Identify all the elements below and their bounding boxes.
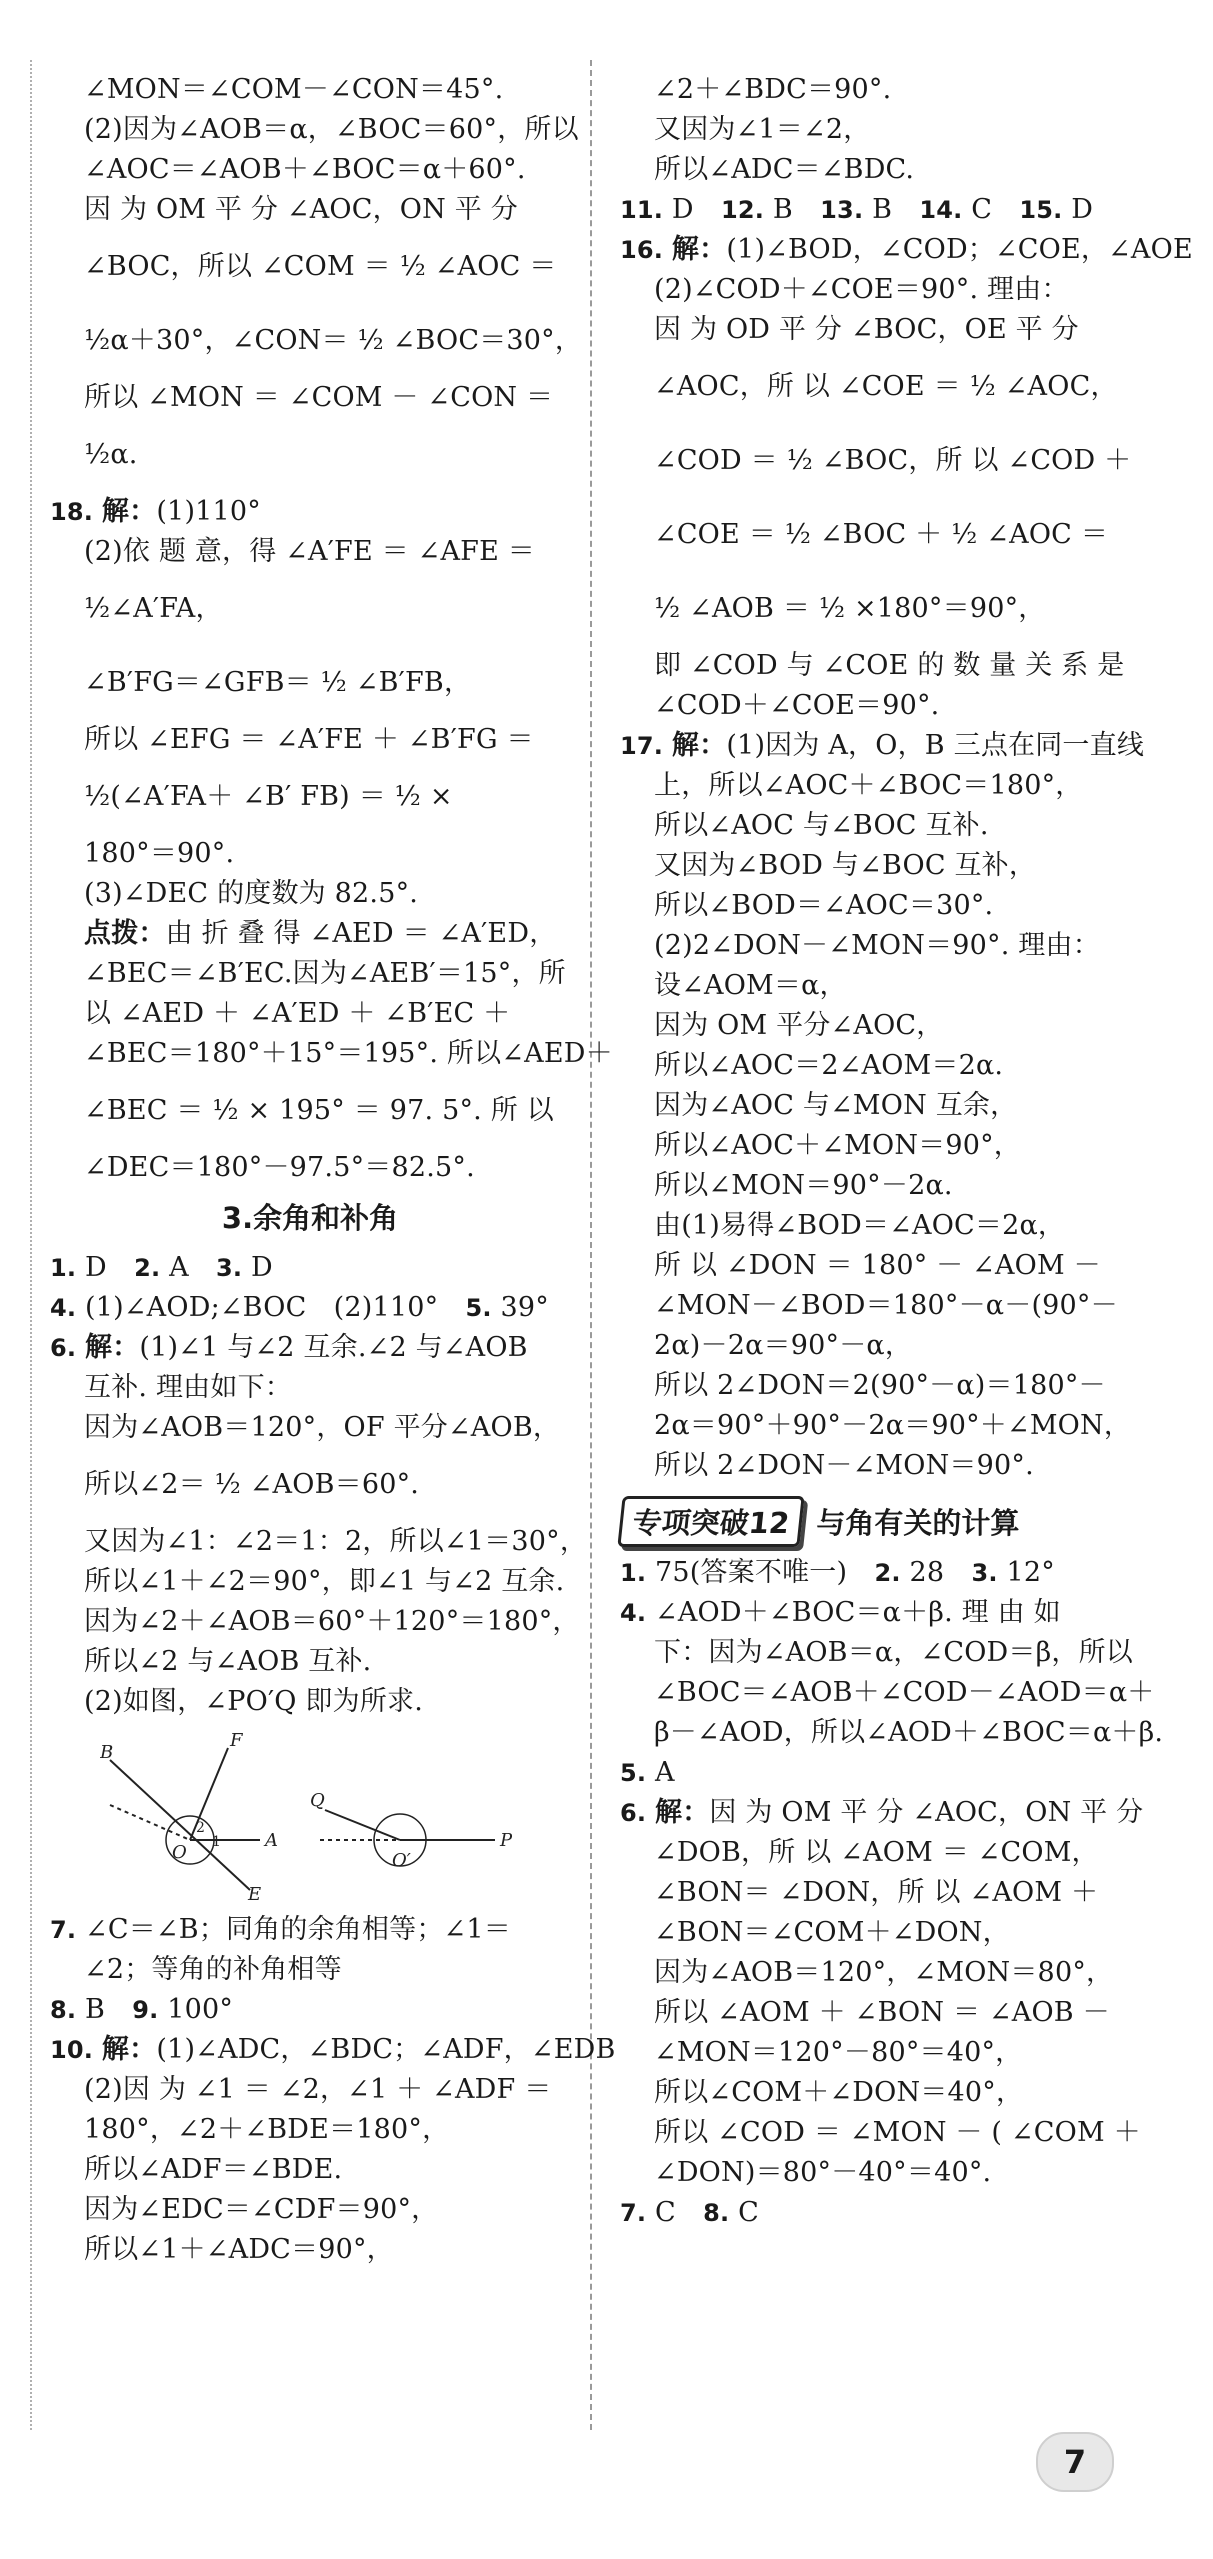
question-number: 6.: [620, 1799, 647, 1827]
answer-line: [620, 1086, 1140, 1126]
right-answers: [620, 70, 1193, 1486]
answer-line: [620, 1873, 1140, 1913]
answer-text: 所以∠AOC＋∠MON＝90°，: [654, 1130, 1022, 1161]
answer-text: 因为∠AOB＝120°，OF 平分∠AOB，: [84, 1412, 561, 1443]
answer-line: [50, 1408, 570, 1448]
question-number: 8.: [703, 2199, 730, 2227]
question-number: 9.: [132, 1996, 159, 2024]
answer-text: 28: [909, 1557, 972, 1588]
answer-line: [620, 1713, 1164, 1753]
solution-label: 解：: [671, 730, 727, 761]
answer-line: [620, 190, 1140, 230]
question-number: 18.: [50, 498, 94, 526]
answer-line: [50, 1990, 570, 2030]
answer-line: [50, 1682, 570, 1722]
answer-text: 所以∠AOC＝2∠AOM＝2α.: [654, 1050, 1004, 1081]
right-column: [620, 70, 1193, 2233]
answer-text: 39°: [500, 1292, 549, 1323]
answer-text: 互补. 理由如下：: [84, 1372, 292, 1403]
ray-ob: [110, 1760, 250, 1890]
answer-line: [50, 2070, 570, 2110]
answer-line: [50, 2030, 616, 2070]
answer-line: [50, 1950, 570, 1990]
answer-line: [50, 1602, 580, 1642]
answer-line: [50, 1368, 570, 1408]
answer-text: D: [1071, 194, 1094, 225]
question-number: 3.: [216, 1254, 243, 1282]
answer-line: [50, 230, 570, 304]
answer-text: (1)∠ADC，∠BDC；∠ADF，∠EDB: [156, 2034, 616, 2065]
page-number: 7: [1036, 2432, 1114, 2492]
question-number: 7.: [620, 2199, 647, 2227]
answer-text: 所以 ∠AOM ＋ ∠BON ＝ ∠AOB －: [654, 1997, 1110, 2028]
label-f: F: [230, 1730, 243, 1751]
answer-line: [50, 1448, 570, 1522]
answer-text: 所以∠AOC 与∠BOC 互补.: [654, 810, 989, 841]
answer-line: [620, 1406, 1140, 1446]
answer-text: 下：因为∠AOB＝α，∠COD＝β，所以: [654, 1637, 1134, 1668]
solution-label: 解：: [101, 496, 157, 527]
answer-line: [50, 1562, 570, 1602]
answer-text: 由(1)易得∠BOD＝∠AOC＝2α，: [654, 1210, 1066, 1241]
answer-line: [620, 270, 1140, 310]
answer-text: (1)因为 A，O，B 三点在同一直线: [726, 730, 1145, 761]
answer-line: [620, 766, 1140, 806]
answer-text: 所 以 ∠DON ＝ 180° － ∠AOM －: [654, 1250, 1101, 1281]
answer-line: [50, 1328, 570, 1368]
question-number: 16.: [620, 236, 664, 264]
answer-line: [620, 1593, 1140, 1633]
ray-oq: [325, 1810, 400, 1840]
answer-line: [50, 2230, 570, 2270]
answer-text: 所以 ∠EFG ＝ ∠A′FE ＋ ∠B′FG ＝: [84, 724, 534, 755]
answer-text: 因 为 OM 平 分 ∠AOC，ON 平 分: [84, 194, 518, 225]
answer-line: [50, 2190, 570, 2230]
answer-text: (1)110°: [156, 496, 262, 527]
answer-line: [50, 1148, 570, 1188]
answer-line: [620, 1206, 1140, 1246]
answer-line: [50, 1642, 570, 1682]
label-p: P: [500, 1830, 513, 1851]
answer-text: 上，所以∠AOC＋∠BOC＝180°，: [654, 770, 1083, 801]
answer-text: 180°，∠2＋∠BDE＝180°，: [84, 2114, 450, 2145]
margin-line: [30, 60, 32, 2430]
label-o: O: [172, 1842, 187, 1863]
label-e: E: [248, 1884, 262, 1900]
answer-line: [50, 1034, 613, 1074]
answer-text: 所以∠BOD＝∠AOC＝30°.: [654, 890, 994, 921]
solution-label: 解：: [85, 1332, 140, 1363]
answer-text: 所以∠ADF＝∠BDE.: [84, 2154, 343, 2185]
answer-text: ∠2；等角的补角相等: [84, 1954, 342, 1985]
angle-figure: [100, 1730, 520, 1900]
answer-line: [50, 2110, 570, 2150]
answer-line: [620, 310, 1140, 350]
question-number: 10.: [50, 2036, 94, 2064]
label-b: B: [100, 1742, 114, 1763]
answer-text: ½∠A′FA，: [84, 593, 223, 624]
answer-text: 因为∠AOC 与∠MON 互余，: [654, 1090, 1018, 1121]
solution-label: 点拨：: [84, 918, 166, 949]
answer-text: 2α＝90°＋90°－2α＝90°＋∠MON，: [654, 1410, 1132, 1441]
answer-text: 180°＝90°.: [84, 838, 235, 869]
answer-line: [50, 954, 570, 994]
question-number: 4.: [620, 1599, 647, 1627]
question-number: 5.: [620, 1759, 647, 1787]
answer-text: D: [671, 194, 721, 225]
answer-text: 又因为∠1：∠2＝1：2，所以∠1＝30°，: [84, 1526, 588, 1557]
answer-text: C: [971, 194, 1020, 225]
answer-text: 2α)－2α＝90°－α，: [654, 1330, 913, 1361]
answer-line: [620, 686, 1140, 726]
answer-line: [620, 1993, 1140, 2033]
answer-line: [620, 926, 1140, 966]
label-2: 2: [196, 1820, 205, 1836]
answer-line: [620, 1006, 1140, 1046]
answer-text: 所以 2∠DON＝2(90°－α)＝180°－: [654, 1370, 1106, 1401]
answer-line: [50, 834, 570, 874]
answer-line: [50, 1288, 570, 1328]
answer-line: [620, 1913, 1140, 1953]
answer-line: [50, 190, 570, 230]
answer-text: 设∠AOM＝α，: [654, 970, 847, 1001]
answer-text: ∠BON＝∠COM＋∠DON，: [654, 1917, 1010, 1948]
answer-text: 因 为 OD 平 分 ∠BOC，OE 平 分: [654, 314, 1079, 345]
answer-text: (1)∠BOD，∠COD；∠COE，∠AOE: [726, 234, 1193, 265]
answer-line: [620, 846, 1140, 886]
answer-text: ½ ∠AOB ＝ ½ ×180°＝90°，: [654, 593, 1046, 624]
answer-text: ∠BEC ＝ ½ × 195° ＝ 97. 5°. 所 以: [84, 1095, 554, 1126]
answer-text: (2)因 为 ∠1 ＝ ∠2，∠1 ＋ ∠ADF ＝: [84, 2074, 552, 2105]
answer-text: B: [872, 194, 920, 225]
answer-text: (2)因为∠AOB＝α，∠BOC＝60°，所以: [84, 114, 579, 145]
answer-line: [620, 966, 1140, 1006]
answer-text: 所以 ∠MON ＝ ∠COM － ∠CON ＝: [84, 382, 554, 413]
answer-text: 因为∠EDC＝∠CDF＝90°，: [84, 2194, 439, 2225]
question-number: 17.: [620, 732, 664, 760]
answer-line: [620, 886, 1140, 926]
answer-text: B: [772, 194, 821, 225]
answer-line: [620, 1446, 1140, 1486]
answer-text: 因 为 OM 平 分 ∠AOC，ON 平 分: [709, 1797, 1144, 1828]
answer-line: [620, 1833, 1140, 1873]
answer-line: [50, 150, 570, 190]
answer-text: 由 折 叠 得 ∠AED ＝ ∠A′ED，: [165, 918, 557, 949]
answer-text: ∠BOC，所以 ∠COM ＝ ½ ∠AOC ＝: [84, 251, 557, 282]
left-answers-2: [50, 1248, 588, 1722]
label-o-prime: O′: [392, 1850, 411, 1871]
left-answers: [50, 70, 613, 1188]
answer-line: [50, 304, 583, 378]
answer-text: ∠AOC，所 以 ∠COE ＝ ½ ∠AOC，: [654, 371, 1118, 402]
answer-text: ∠COD ＝ ½ ∠BOC，所 以 ∠COD ＋: [654, 445, 1132, 476]
answer-text: ∠MON＝∠COM－∠CON＝45°.: [84, 74, 504, 105]
answer-text: (2)2∠DON－∠MON＝90°. 理由：: [654, 930, 1100, 961]
question-number: 12.: [720, 196, 765, 224]
answer-text: 100°: [167, 1994, 234, 2025]
answer-line: [620, 1633, 1140, 1673]
solution-label: 解：: [101, 2034, 157, 2065]
answer-line: [620, 1326, 1140, 1366]
answer-line: [620, 230, 1193, 270]
answer-text: 所以∠2＝ ½ ∠AOB＝60°.: [84, 1469, 420, 1500]
answer-text: A: [655, 1757, 675, 1788]
answer-text: ∠2＋∠BDC＝90°.: [654, 74, 892, 105]
answer-line: [620, 1366, 1140, 1406]
answer-text: ∠C＝∠B；同角的余角相等；∠1＝: [85, 1914, 511, 1945]
question-number: 11.: [620, 196, 664, 224]
answer-text: 12°: [1006, 1557, 1055, 1588]
answer-text: 所以∠ADC＝∠BDC.: [654, 154, 915, 185]
special-title: 与角有关的计算: [816, 1506, 1020, 1540]
answer-line: [620, 2153, 1140, 2193]
answer-line: [620, 424, 1140, 498]
question-number: 3.: [971, 1559, 998, 1587]
answer-line: [620, 1553, 1140, 1593]
answer-text: 又因为∠BOD 与∠BOC 互补，: [654, 850, 1037, 881]
answer-line: [50, 646, 570, 720]
answer-text: ½(∠A′FA＋ ∠B′ FB) ＝ ½ ×: [84, 781, 453, 812]
answer-text: C: [738, 2197, 759, 2228]
answer-text: 所以∠1＋∠2＝90°，即∠1 与∠2 互余.: [84, 1566, 565, 1597]
question-number: 5.: [465, 1294, 492, 1322]
answer-line: [620, 1286, 1140, 1326]
answer-line: [50, 994, 570, 1034]
question-number: 2.: [134, 1254, 161, 1282]
question-number: 13.: [820, 196, 864, 224]
answer-text: D: [85, 1252, 135, 1283]
solution-label: 解：: [655, 1797, 710, 1828]
answer-line: [50, 532, 570, 572]
answer-text: ∠B′FG＝∠GFB＝ ½ ∠B′FB，: [84, 667, 472, 698]
answer-text: ∠COD＋∠COE＝90°.: [654, 690, 940, 721]
answer-text: ∠BEC＝∠B′EC.因为∠AEB′＝15°，所: [84, 958, 566, 989]
answer-line: [50, 492, 570, 532]
answer-line: [620, 498, 1140, 572]
answer-line: [620, 1246, 1140, 1286]
answer-line: [620, 150, 1140, 190]
answer-text: 又因为∠1＝∠2，: [654, 114, 871, 145]
answer-text: (2)依 题 意，得 ∠A′FE ＝ ∠AFE ＝: [84, 536, 536, 567]
answer-text: 所以∠1＋∠ADC＝90°，: [84, 2234, 394, 2265]
answer-text: ½α.: [84, 439, 138, 470]
answer-line: [620, 1046, 1140, 1086]
answer-text: (2)∠COD＋∠COE＝90°. 理由：: [654, 274, 1069, 305]
answer-line: [50, 874, 570, 914]
answer-text: ∠DON)＝80°－40°＝40°.: [654, 2157, 992, 2188]
answer-line: [620, 1126, 1140, 1166]
answer-text: ∠BON＝ ∠DON，所 以 ∠AOM ＋: [654, 1877, 1099, 1908]
solution-label: 解：: [671, 234, 727, 265]
answer-text: 即 ∠COD 与 ∠COE 的 数 量 关 系 是: [654, 650, 1125, 681]
answer-text: ∠MON＝120°－80°＝40°，: [654, 2037, 1023, 2068]
answer-line: [620, 1166, 1140, 1206]
answer-line: [50, 70, 570, 110]
special-section-header: [620, 1496, 1140, 1547]
label-1: 1: [212, 1834, 221, 1850]
answer-text: 所以∠2 与∠AOB 互补.: [84, 1646, 372, 1677]
answer-text: ∠DOB，所 以 ∠AOM ＝ ∠COM，: [654, 1837, 1099, 1868]
question-number: 2.: [874, 1559, 901, 1587]
answer-line: [620, 2033, 1140, 2073]
question-number: 7.: [50, 1916, 77, 1944]
question-number: 8.: [50, 1996, 77, 2024]
answer-line: [620, 1793, 1144, 1833]
answer-line: [620, 726, 1145, 766]
question-number: 6.: [50, 1334, 77, 1362]
answer-line: [50, 1248, 570, 1288]
answer-text: 以 ∠AED ＋ ∠A′ED ＋ ∠B′EC ＋: [84, 998, 511, 1029]
section-title: 3.余角和补角: [221, 1201, 399, 1235]
answer-text: 因为∠2＋∠AOB＝60°＋120°＝180°，: [84, 1606, 580, 1637]
answer-text: 所以∠COM＋∠DON＝40°，: [654, 2077, 1024, 2108]
answer-text: ½α＋30°，∠CON＝ ½ ∠BOC＝30°，: [84, 325, 583, 356]
answer-text: 所以∠MON＝90°－2α.: [654, 1170, 953, 1201]
answer-line: [50, 1522, 588, 1562]
label-a: A: [265, 1830, 278, 1851]
answer-text: ∠DEC＝180°－97.5°＝82.5°.: [84, 1152, 475, 1183]
answer-text: B: [85, 1994, 133, 2025]
answer-line: [50, 1910, 570, 1950]
answer-line: [50, 720, 570, 760]
answer-line: [620, 2073, 1140, 2113]
answer-text: ∠COE ＝ ½ ∠BOC ＋ ½ ∠AOC ＝: [654, 519, 1109, 550]
answer-line: [50, 914, 570, 954]
answer-text: (2)如图，∠PO′Q 即为所求.: [84, 1686, 424, 1717]
answer-text: C: [655, 2197, 704, 2228]
answer-text: ∠BEC＝180°＋15°＝195°. 所以∠AED＋: [84, 1038, 613, 1069]
label-q: Q: [310, 1790, 325, 1811]
answer-text: 所以 2∠DON－∠MON＝90°.: [654, 1450, 1034, 1481]
answer-text: (1)∠AOD;∠BOC (2)110°: [85, 1292, 466, 1323]
answer-line: [620, 1953, 1140, 1993]
answer-text: ∠AOC＝∠AOB＋∠BOC＝α＋60°.: [84, 154, 526, 185]
answer-text: ∠BOC＝∠AOB＋∠COD－∠AOD＝α＋: [654, 1677, 1155, 1708]
answer-line: [620, 572, 1140, 646]
answer-line: [620, 2113, 1140, 2153]
answer-line: [50, 2150, 570, 2190]
special-badge: 专项突破12: [617, 1496, 805, 1547]
answer-text: 因为 OM 平分∠AOC，: [654, 1010, 944, 1041]
answer-line: [620, 350, 1140, 424]
answer-line: [620, 1673, 1155, 1713]
left-answers-3: [50, 1910, 616, 2270]
left-column: [50, 70, 616, 2270]
answer-line: [50, 110, 579, 150]
column-divider: [590, 60, 592, 2430]
right-answers-2: [620, 1553, 1164, 2233]
answer-text: (1)∠1 与∠2 互余.∠2 与∠AOB: [139, 1332, 528, 1363]
answer-text: D: [251, 1252, 273, 1283]
answer-line: [50, 572, 570, 646]
answer-line: [620, 646, 1140, 686]
answer-text: β－∠AOD，所以∠AOD＋∠BOC＝α＋β.: [654, 1717, 1164, 1748]
answer-line: [50, 418, 570, 492]
answer-line: [50, 1074, 570, 1148]
answer-line: [620, 806, 1140, 846]
answer-text: 75(答案不唯一): [655, 1557, 875, 1588]
answer-line: [620, 110, 1140, 150]
answer-text: ∠AOD＋∠BOC＝α＋β. 理 由 如: [655, 1597, 1061, 1628]
answer-line: [620, 2193, 1140, 2233]
answer-line: [620, 1753, 1140, 1793]
answer-text: A: [169, 1252, 216, 1283]
answer-text: 因为∠AOB＝120°，∠MON＝80°，: [654, 1957, 1114, 1988]
answer-text: 所以 ∠COD ＝ ∠MON － ( ∠COM ＋: [654, 2117, 1141, 2148]
answer-text: (3)∠DEC 的度数为 82.5°.: [84, 878, 419, 909]
question-number: 15.: [1019, 196, 1063, 224]
answer-line: [50, 378, 570, 418]
answer-line: [50, 760, 570, 834]
question-number: 1.: [50, 1254, 77, 1282]
question-number: 14.: [919, 196, 963, 224]
question-number: 4.: [50, 1294, 77, 1322]
question-number: 1.: [620, 1559, 647, 1587]
answer-line: [620, 70, 1140, 110]
answer-text: ∠MON－∠BOD＝180°－α－(90°－: [654, 1290, 1118, 1321]
